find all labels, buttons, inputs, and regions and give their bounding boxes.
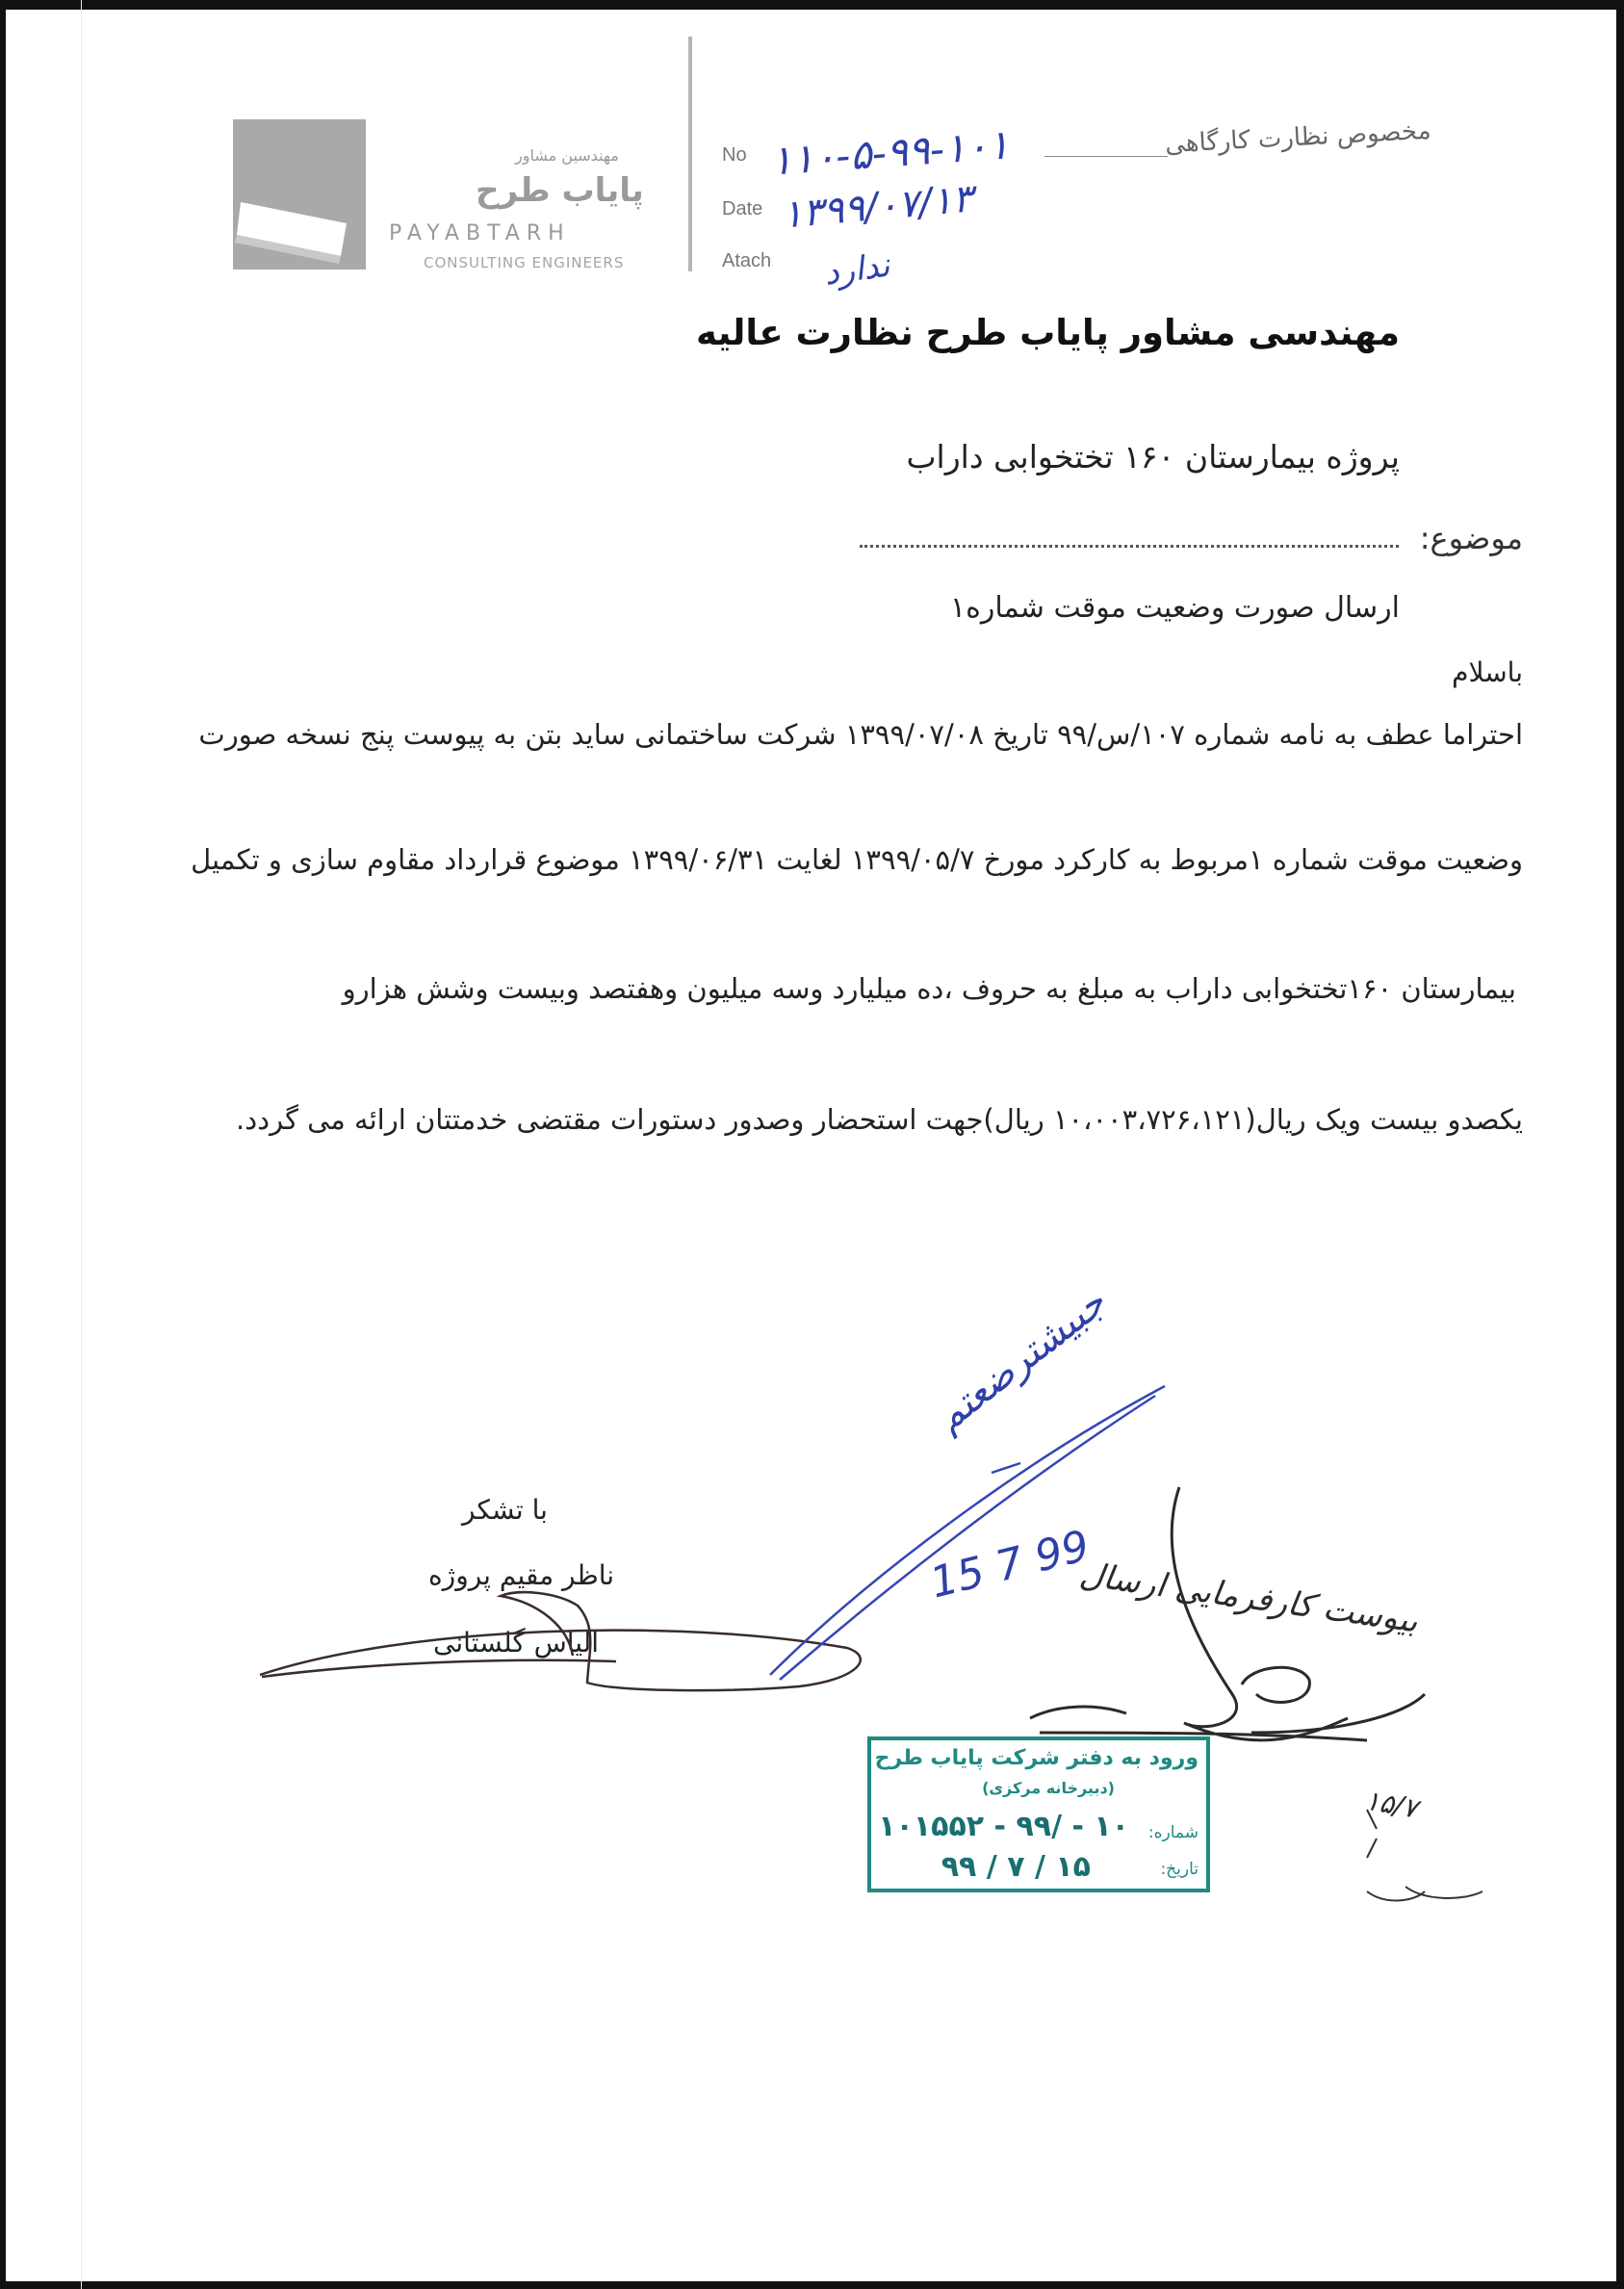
letter-number-value: ۱۱۰-۵-۹۹-۱۰۱ bbox=[768, 120, 1011, 185]
greeting: باسلام bbox=[1452, 656, 1523, 688]
site-supervision-note: مخصوص نظارت کارگاهی bbox=[1164, 116, 1432, 160]
blue-approval-strokes bbox=[770, 1386, 1165, 1680]
handwritten-received-number: 15 7 99 bbox=[925, 1521, 1095, 1608]
stamp-title: ورود به دفتر شرکت پایاب طرح bbox=[874, 1746, 1199, 1770]
subject-label: موضوع: bbox=[1419, 520, 1523, 556]
attachment-value: ندارد bbox=[821, 245, 892, 294]
letter-date-value: ۱۳۹۹/۰۷/۱۳ bbox=[780, 176, 975, 238]
project-name: پروژه بیمارستان ۱۶۰ تختخوابی داراب bbox=[906, 438, 1400, 476]
closing-thanks: با تشکر bbox=[462, 1494, 548, 1526]
stamp-subtitle: (دبیرخانه مرکزی) bbox=[982, 1779, 1115, 1797]
date-label: Date bbox=[722, 198, 763, 219]
subject-text: ارسال صورت وضعیت موقت شماره۱ bbox=[949, 591, 1400, 625]
signer-name: الیاس گلستانی bbox=[433, 1627, 600, 1659]
signer-signature bbox=[260, 1592, 861, 1690]
stamp-number-label: شماره: bbox=[1147, 1823, 1199, 1842]
brand-subtitle-fa: مهندسین مشاور bbox=[515, 146, 619, 165]
letter-title: مهندسی مشاور پایاب طرح نظارت عالیه bbox=[696, 312, 1400, 353]
handwritten-date-small: ۱۵/۷ bbox=[1362, 1784, 1421, 1825]
attach-label: Atach bbox=[722, 250, 772, 271]
office-receipt-stamp bbox=[867, 1736, 1210, 1892]
brand-name-en: PAYABTARH bbox=[389, 221, 571, 245]
handwritten-note-right: بیوست کارفرمایی ارسال bbox=[1076, 1555, 1421, 1641]
handwritten-note-top: جبیشترضعتم bbox=[927, 1280, 1115, 1440]
stamp-date-label: تاریخ: bbox=[1160, 1860, 1199, 1879]
brand-name-fa: پایاب طرح bbox=[476, 171, 644, 210]
body-line-2: وضعیت موقت شماره ۱مربوط به کارکرد مورخ ۱۳۹۹/۰۵/۷ لغایت ۱۳۹۹/۰۶/۳۱ موضوع قرارداد مقاوم سازی و تکمیل bbox=[191, 843, 1523, 876]
brand-tagline: CONSULTING ENGINEERS bbox=[424, 254, 625, 271]
no-label: No bbox=[722, 144, 747, 166]
stamp-number-value: ۱۰۱۵۵۲ - ۹۹/ - ۱۰ bbox=[878, 1810, 1129, 1843]
body-line-3: بیمارستان ۱۶۰تختخوابی داراب به مبلغ به حروف ،ده میلیارد وسه میلیون وهفتصد وبیست وشش هزارو bbox=[342, 972, 1516, 1005]
body-line-1: احتراما عطف به نامه شماره ۱۰۷/س/۹۹ تاریخ ۱۳۹۹/۰۷/۰۸ شرکت ساختمانی ساید بتن به پیوست پنج نسخه صورت bbox=[198, 718, 1523, 751]
signer-title: ناظر مقیم پروژه bbox=[428, 1559, 615, 1591]
margin-marks bbox=[1367, 1810, 1482, 1900]
body-line-4: یکصدو بیست ویک ریال(۱۰،۰۰۳،۷۲۶،۱۲۱ ریال)جهت استحضار وصدور دستورات مقتضی خدمتتان ارائه می گردد. bbox=[236, 1103, 1523, 1136]
stamp-date-value: ۹۹ / ۷ / ۱۵ bbox=[941, 1850, 1091, 1884]
